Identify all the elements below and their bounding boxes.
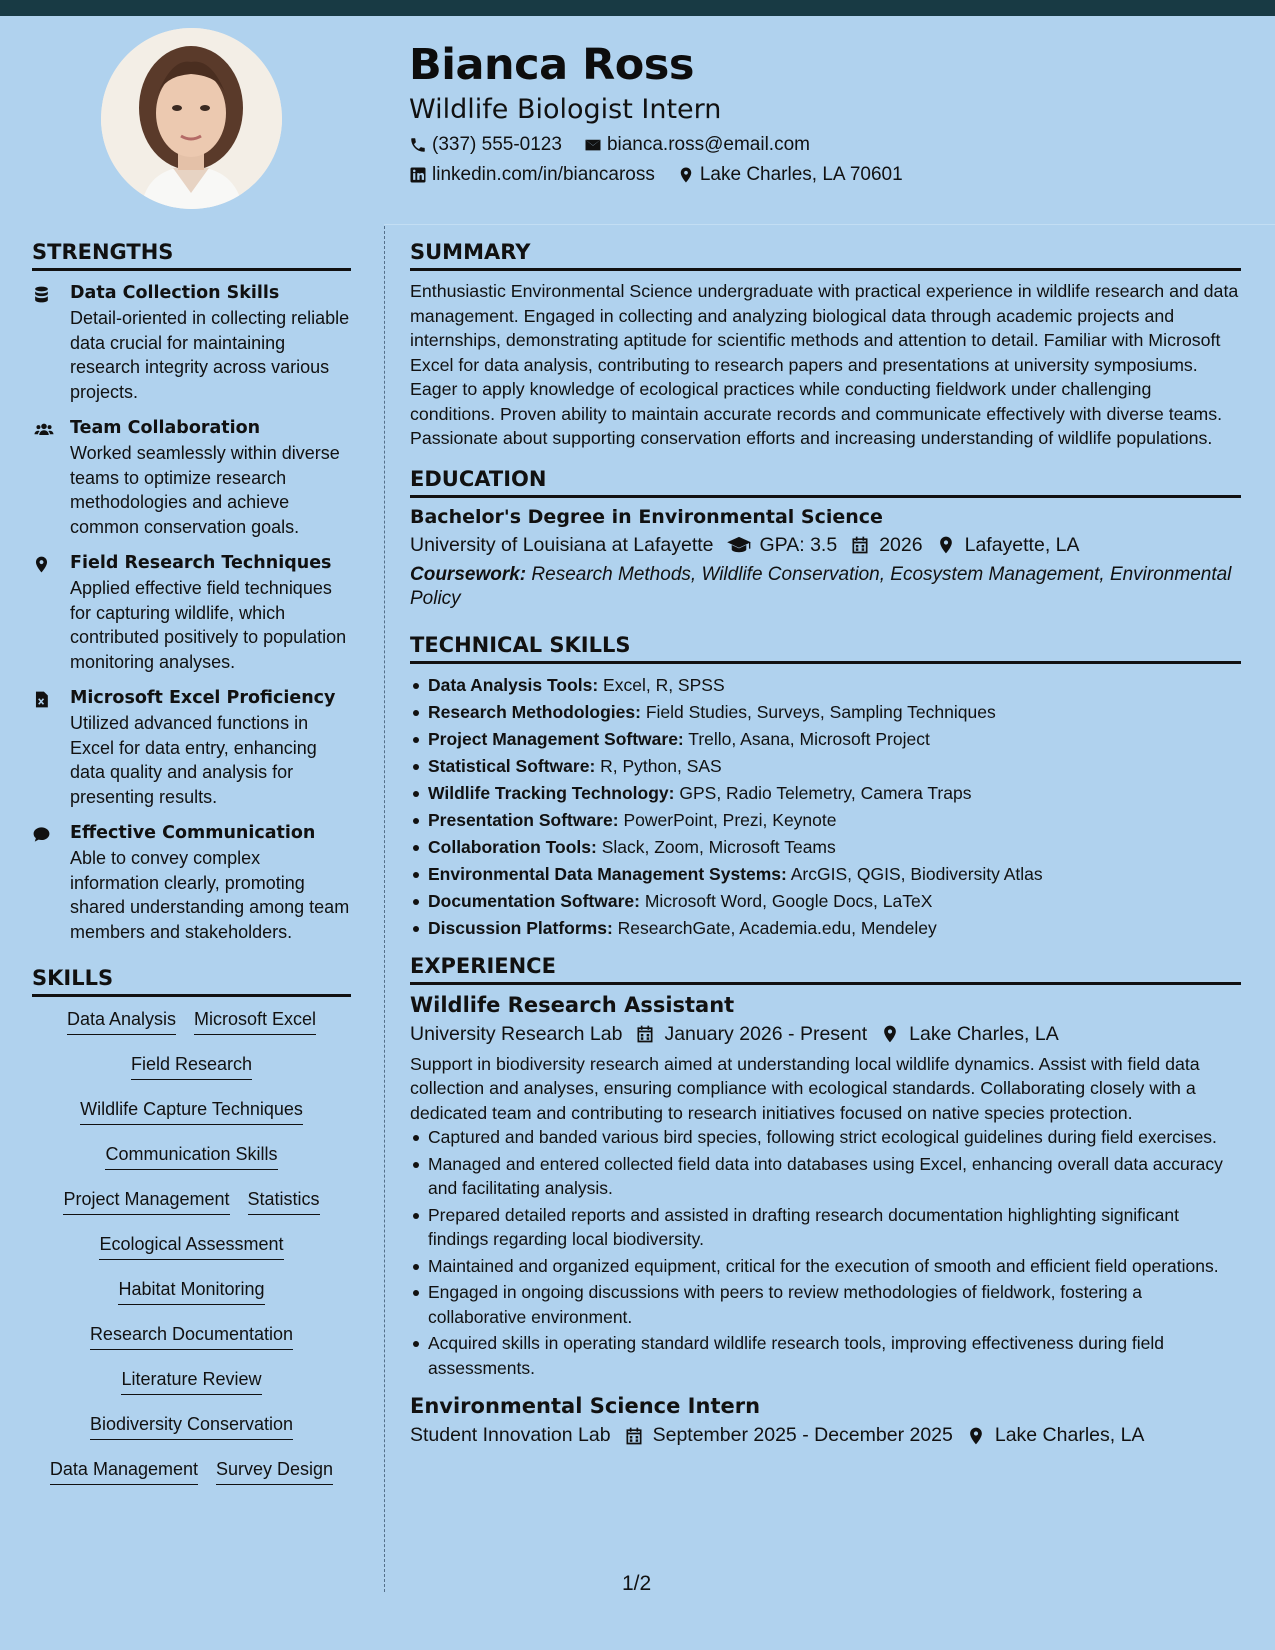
- list-item: Presentation Software: PowerPoint, Prezi, Keynote: [410, 807, 1241, 834]
- job-org: Student Innovation Lab: [410, 1424, 611, 1446]
- contact-row-2: [409, 164, 925, 186]
- linkedin-icon: [409, 166, 427, 184]
- location-contact: [677, 164, 903, 186]
- strength-desc: Utilized advanced functions in Excel for data entry, enhancing data quality and analysis for presenting results.: [70, 713, 317, 807]
- strength-name: Data Collection Skills: [70, 283, 280, 303]
- map-pin-icon: [965, 1426, 987, 1446]
- left-column: [32, 240, 351, 1504]
- technical-skills-list: [410, 672, 1241, 942]
- strength-name: Effective Communication: [70, 823, 316, 843]
- school-name: University of Louisiana at Lafayette: [410, 533, 714, 556]
- email-contact[interactable]: [584, 134, 810, 156]
- skills-list: [32, 1009, 351, 1504]
- job-location: Lake Charles, LA: [909, 1022, 1059, 1045]
- phone-icon: [409, 136, 427, 154]
- skill-tag: Data Analysis: [67, 1009, 176, 1035]
- strength-name: Field Research Techniques: [70, 553, 332, 573]
- contact-row-1: [409, 134, 832, 156]
- map-pin-icon: [879, 1024, 901, 1044]
- skill-tag: Microsoft Excel: [194, 1009, 316, 1035]
- list-item: Maintained and organized equipment, critical for the execution of smooth and efficient field operations.: [410, 1254, 1241, 1279]
- experience-heading: EXPERIENCE: [410, 954, 1241, 985]
- education-heading: EDUCATION: [410, 467, 1241, 498]
- strengths-heading: STRENGTHS: [32, 240, 351, 271]
- coursework-list: Research Methods, Wildlife Conservation, Ecosystem Management, Environmental Policy: [410, 563, 1232, 609]
- technical-heading: TECHNICAL SKILLS: [410, 633, 1241, 664]
- skill-tag: Field Research: [131, 1054, 252, 1080]
- skill-tag: Ecological Assessment: [99, 1234, 283, 1260]
- users-icon: [32, 420, 56, 439]
- job-meta: [410, 1023, 1241, 1046]
- right-column: [410, 240, 1241, 1453]
- list-item: Prepared detailed reports and assisted in drafting research documentation highlighting significant findings regarding local biodiversity.: [410, 1203, 1241, 1252]
- job-dates: September 2025 - December 2025: [652, 1424, 953, 1446]
- skills-heading: SKILLS: [32, 966, 351, 997]
- excel-file-icon: [32, 690, 51, 709]
- skill-tag: Statistics: [248, 1189, 320, 1215]
- strength-desc: Detail-oriented in collecting reliable data crucial for maintaining research integrity across various projects.: [70, 308, 350, 402]
- linkedin-text: linkedin.com/in/biancaross: [432, 164, 655, 185]
- strength-name: Team Collaboration: [70, 418, 261, 438]
- candidate-name: Bianca Ross: [409, 40, 694, 90]
- list-item: Documentation Software: Microsoft Word, Google Docs, LaTeX: [410, 888, 1241, 915]
- list-item: Research Methodologies: Field Studies, Surveys, Sampling Techniques: [410, 699, 1241, 726]
- list-item: Collaboration Tools: Slack, Zoom, Microsoft Teams: [410, 834, 1241, 861]
- graduation-cap-icon: [726, 535, 752, 555]
- job-dates: January 2026 - Present: [664, 1022, 868, 1045]
- location-text: Lake Charles, LA 70601: [699, 164, 903, 185]
- skill-tag: Biodiversity Conservation: [90, 1414, 293, 1440]
- list-item: Managed and entered collected field data into databases using Excel, enhancing overall data accuracy and facilitating analysis.: [410, 1152, 1241, 1201]
- phone-text: (337) 555-0123: [432, 134, 562, 155]
- strength-name: Microsoft Excel Proficiency: [70, 688, 336, 708]
- summary-heading: SUMMARY: [410, 240, 1241, 271]
- strength-item: [32, 283, 351, 404]
- coursework-label: Coursework:: [410, 563, 527, 585]
- list-item: Wildlife Tracking Technology: GPS, Radio Telemetry, Camera Traps: [410, 780, 1241, 807]
- speech-bubble-icon: [32, 825, 51, 844]
- job-location: Lake Charles, LA: [994, 1424, 1145, 1446]
- list-item: Acquired skills in operating standard wildlife research tools, improving effectiveness during field assessments.: [410, 1331, 1241, 1380]
- strength-desc: Able to convey complex information clearly, promoting shared understanding among team members and stakeholders.: [70, 848, 350, 942]
- calendar-icon: [849, 535, 871, 555]
- email-text: bianca.ross@email.com: [606, 134, 810, 155]
- strength-item: [32, 553, 351, 674]
- job-title: Environmental Science Intern: [410, 1394, 761, 1418]
- list-item: Engaged in ongoing discussions with peers to review methodologies of fieldwork, fostering a collaborative environment.: [410, 1280, 1241, 1329]
- skill-tag: Communication Skills: [105, 1144, 277, 1170]
- job-org: University Research Lab: [410, 1022, 623, 1045]
- profile-photo: [101, 28, 282, 209]
- column-divider: [384, 226, 385, 1592]
- degree-title: Bachelor's Degree in Environmental Science: [410, 505, 883, 528]
- list-item: Captured and banded various bird species, following strict ecological guidelines during field exercises.: [410, 1125, 1241, 1150]
- strength-item: [32, 418, 351, 539]
- map-pin-icon: [677, 166, 695, 184]
- strength-item: [32, 688, 351, 809]
- candidate-title: Wildlife Biologist Intern: [409, 94, 722, 125]
- list-item: Project Management Software: Trello, Asana, Microsoft Project: [410, 726, 1241, 753]
- database-icon: [32, 285, 51, 304]
- skill-tag: Habitat Monitoring: [118, 1279, 264, 1305]
- list-item: Data Analysis Tools: Excel, R, SPSS: [410, 672, 1241, 699]
- gpa-text: GPA: 3.5: [759, 533, 838, 556]
- skill-tag: Research Documentation: [90, 1324, 293, 1350]
- header-divider: [384, 224, 1275, 225]
- map-pin-icon: [935, 535, 957, 555]
- list-item: Environmental Data Management Systems: ArcGIS, QGIS, Biodiversity Atlas: [410, 861, 1241, 888]
- list-item: Discussion Platforms: ResearchGate, Academia.edu, Mendeley: [410, 915, 1241, 942]
- grad-year: 2026: [879, 533, 923, 556]
- phone-contact[interactable]: [409, 134, 562, 156]
- skill-tag: Data Management: [50, 1459, 198, 1485]
- page-number: 1/2: [622, 1572, 652, 1595]
- job-bullets: [410, 1125, 1241, 1380]
- top-bar: [0, 0, 1275, 16]
- job-summary: Support in biodiversity research aimed at understanding local wildlife dynamics. Assist with field data collection and analyses, ensuring compliance with ecological standards. Collaborating closely with a dedicated team and contributing to research initiatives focused on native species protection.: [410, 1053, 1200, 1123]
- strength-item: [32, 823, 351, 944]
- list-item: Statistical Software: R, Python, SAS: [410, 753, 1241, 780]
- job-title: Wildlife Research Assistant: [410, 992, 735, 1017]
- summary-text: Enthusiastic Environmental Science undergraduate with practical experience in wildlife research and data management. Engaged in collecting and analyzing biological data through academic projects and internships, demonstrating aptitude for scientific methods and attention to detail. Familiar with Microsoft Excel for data analysis, contributing to research papers and presentations at university symposiums. Eager to apply knowledge of ecological practices while conducting fieldwork under challenging conditions. Proven ability to maintain accurate records and communicate effectively with diverse teams. Passionate about supporting conservation efforts and increasing understanding of wildlife populations.: [410, 281, 1239, 448]
- calendar-icon: [623, 1426, 645, 1446]
- strength-desc: Applied effective field techniques for capturing wildlife, which contributed positively to population monitoring analyses.: [70, 578, 347, 672]
- skill-tag: Wildlife Capture Techniques: [80, 1099, 303, 1125]
- skill-tag: Survey Design: [216, 1459, 333, 1485]
- strength-desc: Worked seamlessly within diverse teams to optimize research methodologies and achieve common conservation goals.: [70, 443, 340, 537]
- skill-tag: Literature Review: [121, 1369, 261, 1395]
- coursework: [410, 563, 1241, 611]
- job-meta: [410, 1424, 1241, 1447]
- calendar-icon: [634, 1024, 656, 1044]
- linkedin-contact[interactable]: [409, 164, 655, 186]
- envelope-icon: [584, 136, 602, 154]
- skill-tag: Project Management: [63, 1189, 229, 1215]
- school-location: Lafayette, LA: [964, 533, 1080, 556]
- map-pin-icon: [32, 555, 51, 574]
- education-meta: [410, 534, 1241, 557]
